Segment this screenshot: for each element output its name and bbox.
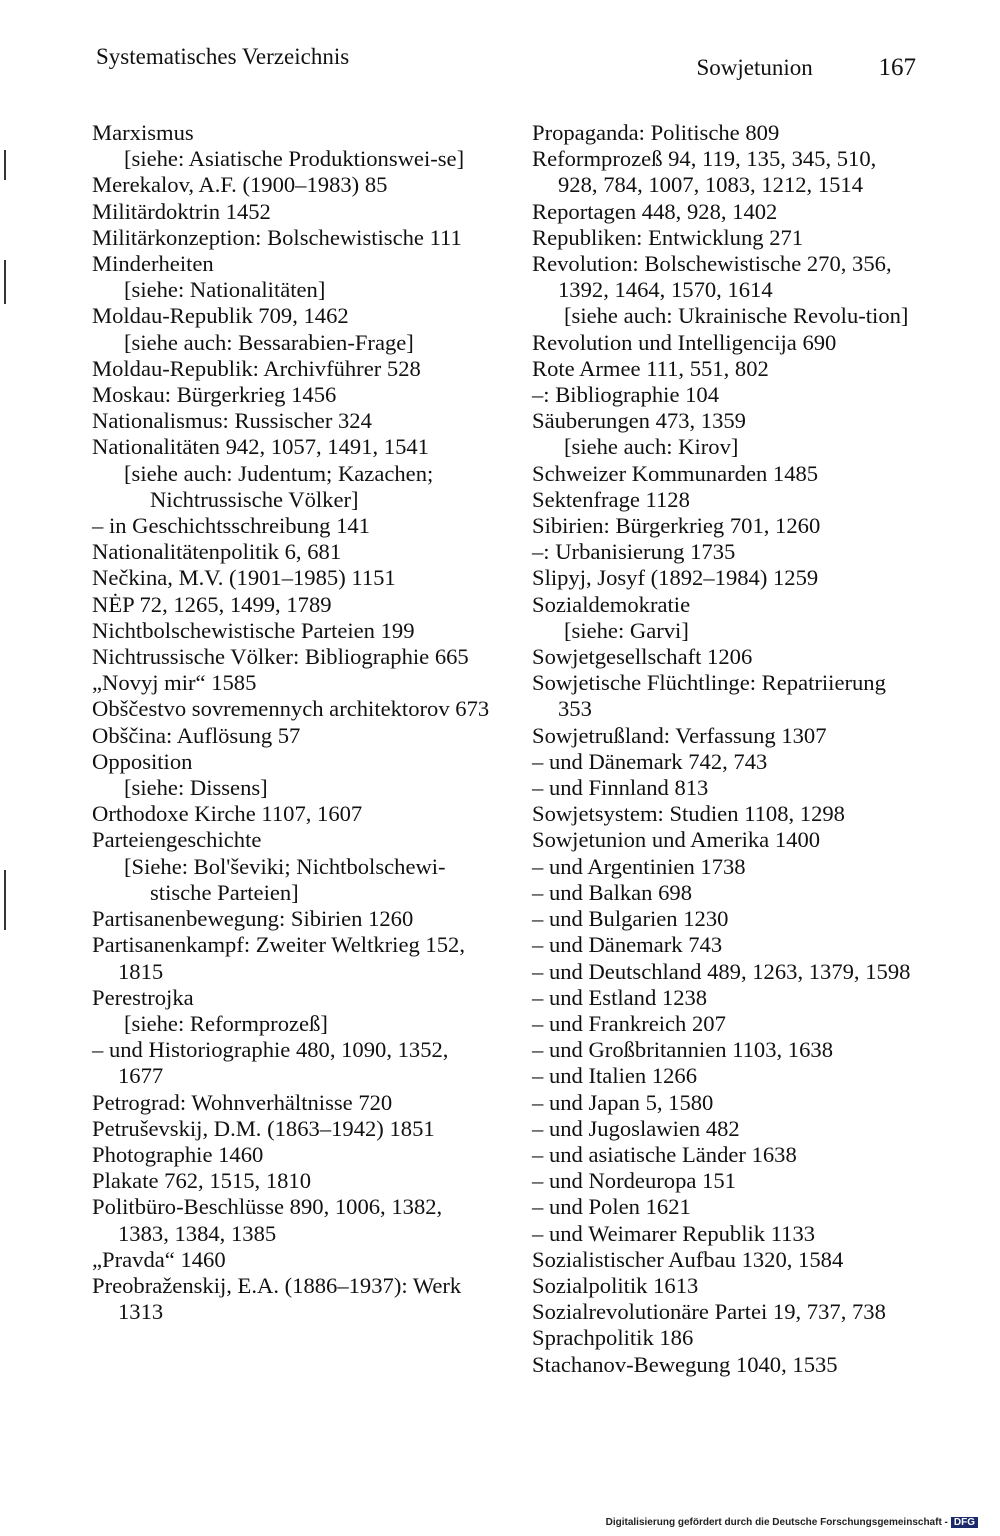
index-entry: Sozialpolitik 1613: [532, 1272, 699, 1298]
index-entry: – und Deutschland 489, 1263, 1379, 1598: [532, 958, 911, 984]
running-head-right: [696, 54, 916, 82]
index-entry: – und Estland 1238: [532, 984, 708, 1010]
index-entry: – in Geschichtsschreibung 141: [92, 513, 370, 539]
index-entry: Sozialistischer Aufbau 1320, 1584: [532, 1246, 844, 1272]
scan-mark: [4, 150, 6, 180]
index-entry: Nationalismus: Russischer 324: [92, 408, 372, 434]
index-entry: Sowjetunion und Amerika 1400: [532, 827, 821, 853]
index-cross-reference: [siehe auch: Kirov]: [564, 434, 739, 460]
index-entry: – und Nordeuropa 151: [532, 1168, 736, 1194]
running-head-section: Sowjetunion: [696, 55, 813, 80]
index-entry: – und Weimarer Republik 1133: [532, 1220, 816, 1246]
index-cross-reference: [siehe: Nationalitäten]: [124, 277, 326, 303]
index-entry: Plakate 762, 1515, 1810: [92, 1168, 312, 1194]
index-entry: Obščestvo sovremennych architektorov 673: [92, 696, 490, 722]
running-head-title: Systematisches Verzeichnis: [96, 44, 350, 69]
index-cross-reference: [Siehe: Bol'ševiki; Nichtbolschewi-stische Parteien]: [124, 853, 446, 905]
index-entry: Nichtbolschewistische Parteien 199: [92, 617, 415, 643]
index-entry: Propaganda: Politische 809: [532, 120, 780, 145]
index-entry: Obščina: Auflösung 57: [92, 722, 301, 748]
index-entry: Sowjetrußland: Verfassung 1307: [532, 722, 827, 748]
index-entry: Minderheiten: [92, 251, 214, 277]
scan-mark: [4, 260, 6, 304]
index-entry: Sozialrevolutionäre Partei 19, 737, 738: [532, 1299, 886, 1325]
index-entry: Petrograd: Wohnverhältnisse 720: [92, 1089, 393, 1115]
index-entry: Moldau-Republik: Archivführer 528: [92, 355, 421, 381]
index-entry: Partisanenbewegung: Sibirien 1260: [92, 906, 414, 932]
index-entry: Preobraženskij, E.A. (1886–1937): Werk 1313: [92, 1272, 462, 1325]
footer-text: Digitalisierung gefördert durch die Deutsche Forschungsgemeinschaft -: [605, 1517, 948, 1528]
index-entry: – und Italien 1266: [532, 1063, 698, 1089]
index-cross-reference: [siehe auch: Bessarabien-Frage]: [124, 329, 414, 355]
index-cross-reference: [siehe: Dissens]: [124, 775, 268, 801]
index-entry: – und Argentinien 1738: [532, 853, 746, 879]
index-entry: Slipyj, Josyf (1892–1984) 1259: [532, 565, 819, 591]
index-entry: Moldau-Republik 709, 1462: [92, 303, 349, 329]
index-entry: Sowjetische Flüchtlinge: Repatriierung 353: [532, 670, 886, 722]
index-column-left: [92, 120, 492, 1325]
index-entry: Republiken: Entwicklung 271: [532, 224, 804, 250]
index-column-right: [532, 120, 914, 1378]
index-entry: – und Historiographie 480, 1090, 1352, 1677: [92, 1037, 449, 1089]
index-entry: Politbüro-Beschlüsse 890, 1006, 1382, 1383, 1384, 1385: [92, 1194, 443, 1246]
index-entry: Orthodoxe Kirche 1107, 1607: [92, 801, 363, 827]
index-entry: – und asiatische Länder 1638: [532, 1141, 797, 1167]
index-entry: – und Balkan 698: [532, 879, 693, 905]
index-cross-reference: [siehe auch: Ukrainische Revolu-tion]: [564, 303, 909, 329]
index-entry: – und Polen 1621: [532, 1194, 691, 1220]
index-entry: NĖP 72, 1265, 1499, 1789: [92, 591, 332, 617]
index-entry: – und Finnland 813: [532, 775, 709, 801]
index-entry: Merekalov, A.F. (1900–1983) 85: [92, 172, 388, 198]
index-cross-reference: [siehe: Garvi]: [564, 617, 689, 643]
index-entry: Nichtrussische Völker: Bibliographie 665: [92, 644, 469, 670]
index-entry: – und Großbritannien 1103, 1638: [532, 1037, 833, 1063]
index-entry: Reportagen 448, 928, 1402: [532, 198, 778, 224]
index-entry: Militärdoktrin 1452: [92, 198, 271, 224]
index-entry: Schweizer Kommunarden 1485: [532, 460, 819, 486]
index-entry: Parteiengeschichte: [92, 827, 262, 853]
index-entry: Nationalitäten 942, 1057, 1491, 1541: [92, 434, 429, 460]
index-entry: Sozialdemokratie: [532, 591, 691, 617]
index-entry: –: Bibliographie 104: [532, 382, 720, 408]
index-entry: Stachanov-Bewegung 1040, 1535: [532, 1351, 838, 1377]
index-cross-reference: [siehe: Reformprozeß]: [124, 1010, 328, 1036]
index-entry: Rote Armee 111, 551, 802: [532, 355, 769, 381]
index-entry: Sowjetsystem: Studien 1108, 1298: [532, 801, 845, 827]
index-entry: Sibirien: Bürgerkrieg 701, 1260: [532, 513, 821, 539]
index-entry: – und Jugoslawien 482: [532, 1115, 740, 1141]
index-cross-reference: [siehe auch: Judentum; Kazachen; Nichtrussische Völker]: [124, 460, 434, 512]
index-entry: – und Dänemark 742, 743: [532, 748, 768, 774]
index-entry: Sektenfrage 1128: [532, 486, 690, 512]
index-entry: „Pravda“ 1460: [92, 1246, 226, 1272]
index-entry: – und Japan 5, 1580: [532, 1089, 714, 1115]
page-number: 167: [878, 54, 916, 81]
index-entry: Sowjetgesellschaft 1206: [532, 644, 753, 670]
index-entry: Partisanenkampf: Zweiter Weltkrieg 152, 1815: [92, 932, 465, 984]
index-entry: – und Bulgarien 1230: [532, 906, 729, 932]
index-entry: Säuberungen 473, 1359: [532, 408, 746, 434]
digitization-footer: [606, 1517, 978, 1528]
index-entry: „Novyj mir“ 1585: [92, 670, 257, 696]
index-entry: Revolution und Intelligencija 690: [532, 329, 837, 355]
scan-mark: [4, 870, 6, 930]
index-entry: Nationalitätenpolitik 6, 681: [92, 539, 342, 565]
index-entry: Petruševskij, D.M. (1863–1942) 1851: [92, 1115, 435, 1141]
index-entry: –: Urbanisierung 1735: [532, 539, 736, 565]
index-entry: Perestrojka: [92, 984, 194, 1010]
index-entry: – und Dänemark 743: [532, 932, 723, 958]
index-entry: – und Frankreich 207: [532, 1010, 726, 1036]
index-entry: Revolution: Bolschewistische 270, 356, 1392, 1464, 1570, 1614: [532, 251, 892, 303]
index-entry: Opposition: [92, 748, 193, 774]
index-entry: Reformprozeß 94, 119, 135, 345, 510, 928, 784, 1007, 1083, 1212, 1514: [532, 146, 877, 198]
index-entry: Militärkonzeption: Bolschewistische 111: [92, 224, 462, 250]
index-entry: Moskau: Bürgerkrieg 1456: [92, 382, 337, 408]
index-cross-reference: [siehe: Asiatische Produktionswei-se]: [124, 146, 465, 172]
index-entry: Nečkina, M.V. (1901–1985) 1151: [92, 565, 396, 591]
index-entry: Photographie 1460: [92, 1141, 264, 1167]
dfg-logo: DFG: [951, 1517, 978, 1528]
index-entry: Sprachpolitik 186: [532, 1325, 694, 1351]
index-entry: Marxismus: [92, 120, 194, 145]
